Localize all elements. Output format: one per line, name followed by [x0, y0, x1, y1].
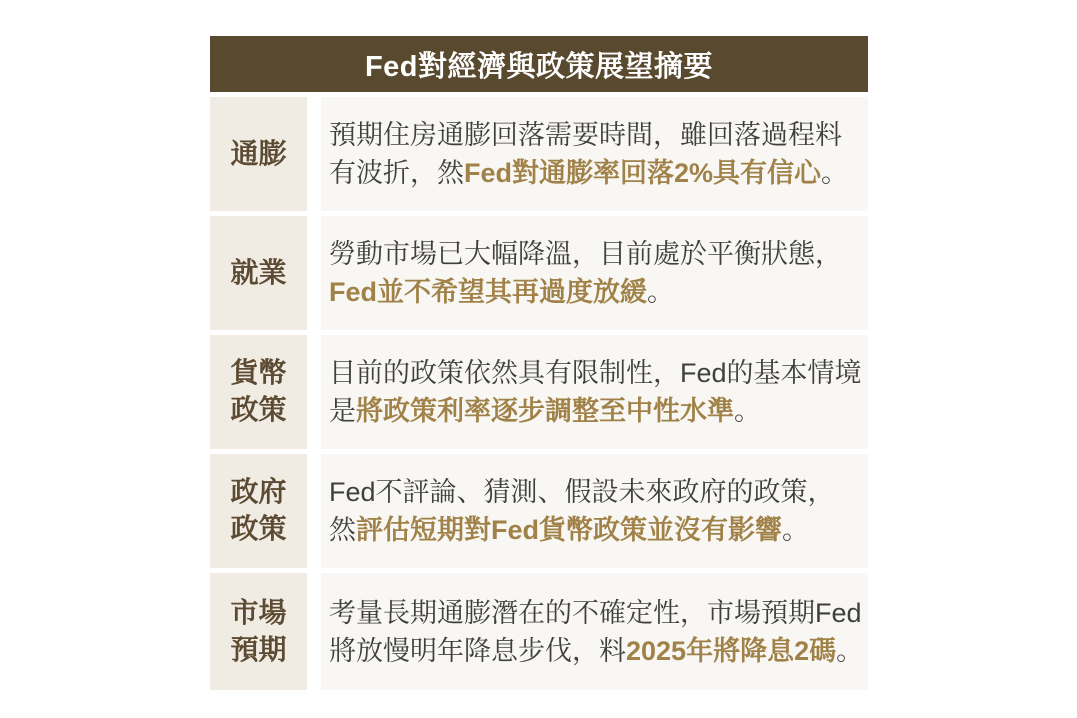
row-label: 就業 — [210, 216, 307, 330]
text-segment: 預期住房通膨回落需要時間，雖回落過程料 — [329, 120, 842, 150]
text-segment: 考量長期通膨潛在的不確定性，市場預期Fed — [329, 597, 862, 628]
highlight-text: 2025年將降息2碼 — [626, 635, 837, 666]
row-content — [321, 216, 868, 330]
text-segment: 勞動市場已大幅降溫，目前處於平衡狀態， — [329, 239, 842, 269]
row-text — [329, 235, 868, 311]
table-row — [210, 573, 868, 690]
row-label: 政府 政策 — [210, 454, 307, 568]
text-segment: 。 — [782, 515, 810, 545]
highlight-text: 將政策利率逐步調整至中性水準 — [356, 396, 734, 426]
row-label: 通膨 — [210, 97, 307, 211]
table-row — [210, 335, 868, 449]
table-row — [210, 97, 868, 211]
row-label: 貨幣 政策 — [210, 335, 307, 449]
row-content — [321, 454, 868, 568]
summary-table — [210, 36, 868, 690]
highlight-text: Fed並不希望其再過度放緩 — [329, 277, 648, 307]
row-text — [329, 354, 868, 430]
row-content — [321, 573, 868, 690]
row-content — [321, 97, 868, 211]
row-label: 市場 預期 — [210, 573, 307, 690]
text-segment: 。 — [734, 396, 761, 426]
highlight-text: 評估短期對Fed貨幣政策並沒有影響 — [356, 515, 783, 545]
table-title: Fed對經濟與政策展望摘要 — [210, 36, 868, 92]
text-segment: 。 — [647, 277, 675, 307]
table-row — [210, 216, 868, 330]
text-segment: 。 — [836, 635, 864, 666]
row-text — [329, 116, 868, 192]
text-segment: 是 — [329, 396, 356, 426]
text-segment: 然 — [329, 515, 356, 545]
text-segment: 將放慢明年降息步伐，料 — [329, 635, 626, 666]
row-text — [329, 473, 868, 549]
table-rows — [210, 97, 868, 690]
row-text — [329, 594, 868, 670]
text-segment: 。 — [821, 158, 849, 188]
text-segment: 目前的政策依然具有限制性，Fed的基本情境 — [329, 358, 862, 388]
text-segment: 有波折，然 — [329, 158, 464, 188]
text-segment: Fed不評論、猜測、假設未來政府的政策， — [329, 477, 835, 507]
row-content — [321, 335, 868, 449]
highlight-text: Fed對通膨率回落2%具有信心 — [464, 158, 822, 188]
table-row — [210, 454, 868, 568]
